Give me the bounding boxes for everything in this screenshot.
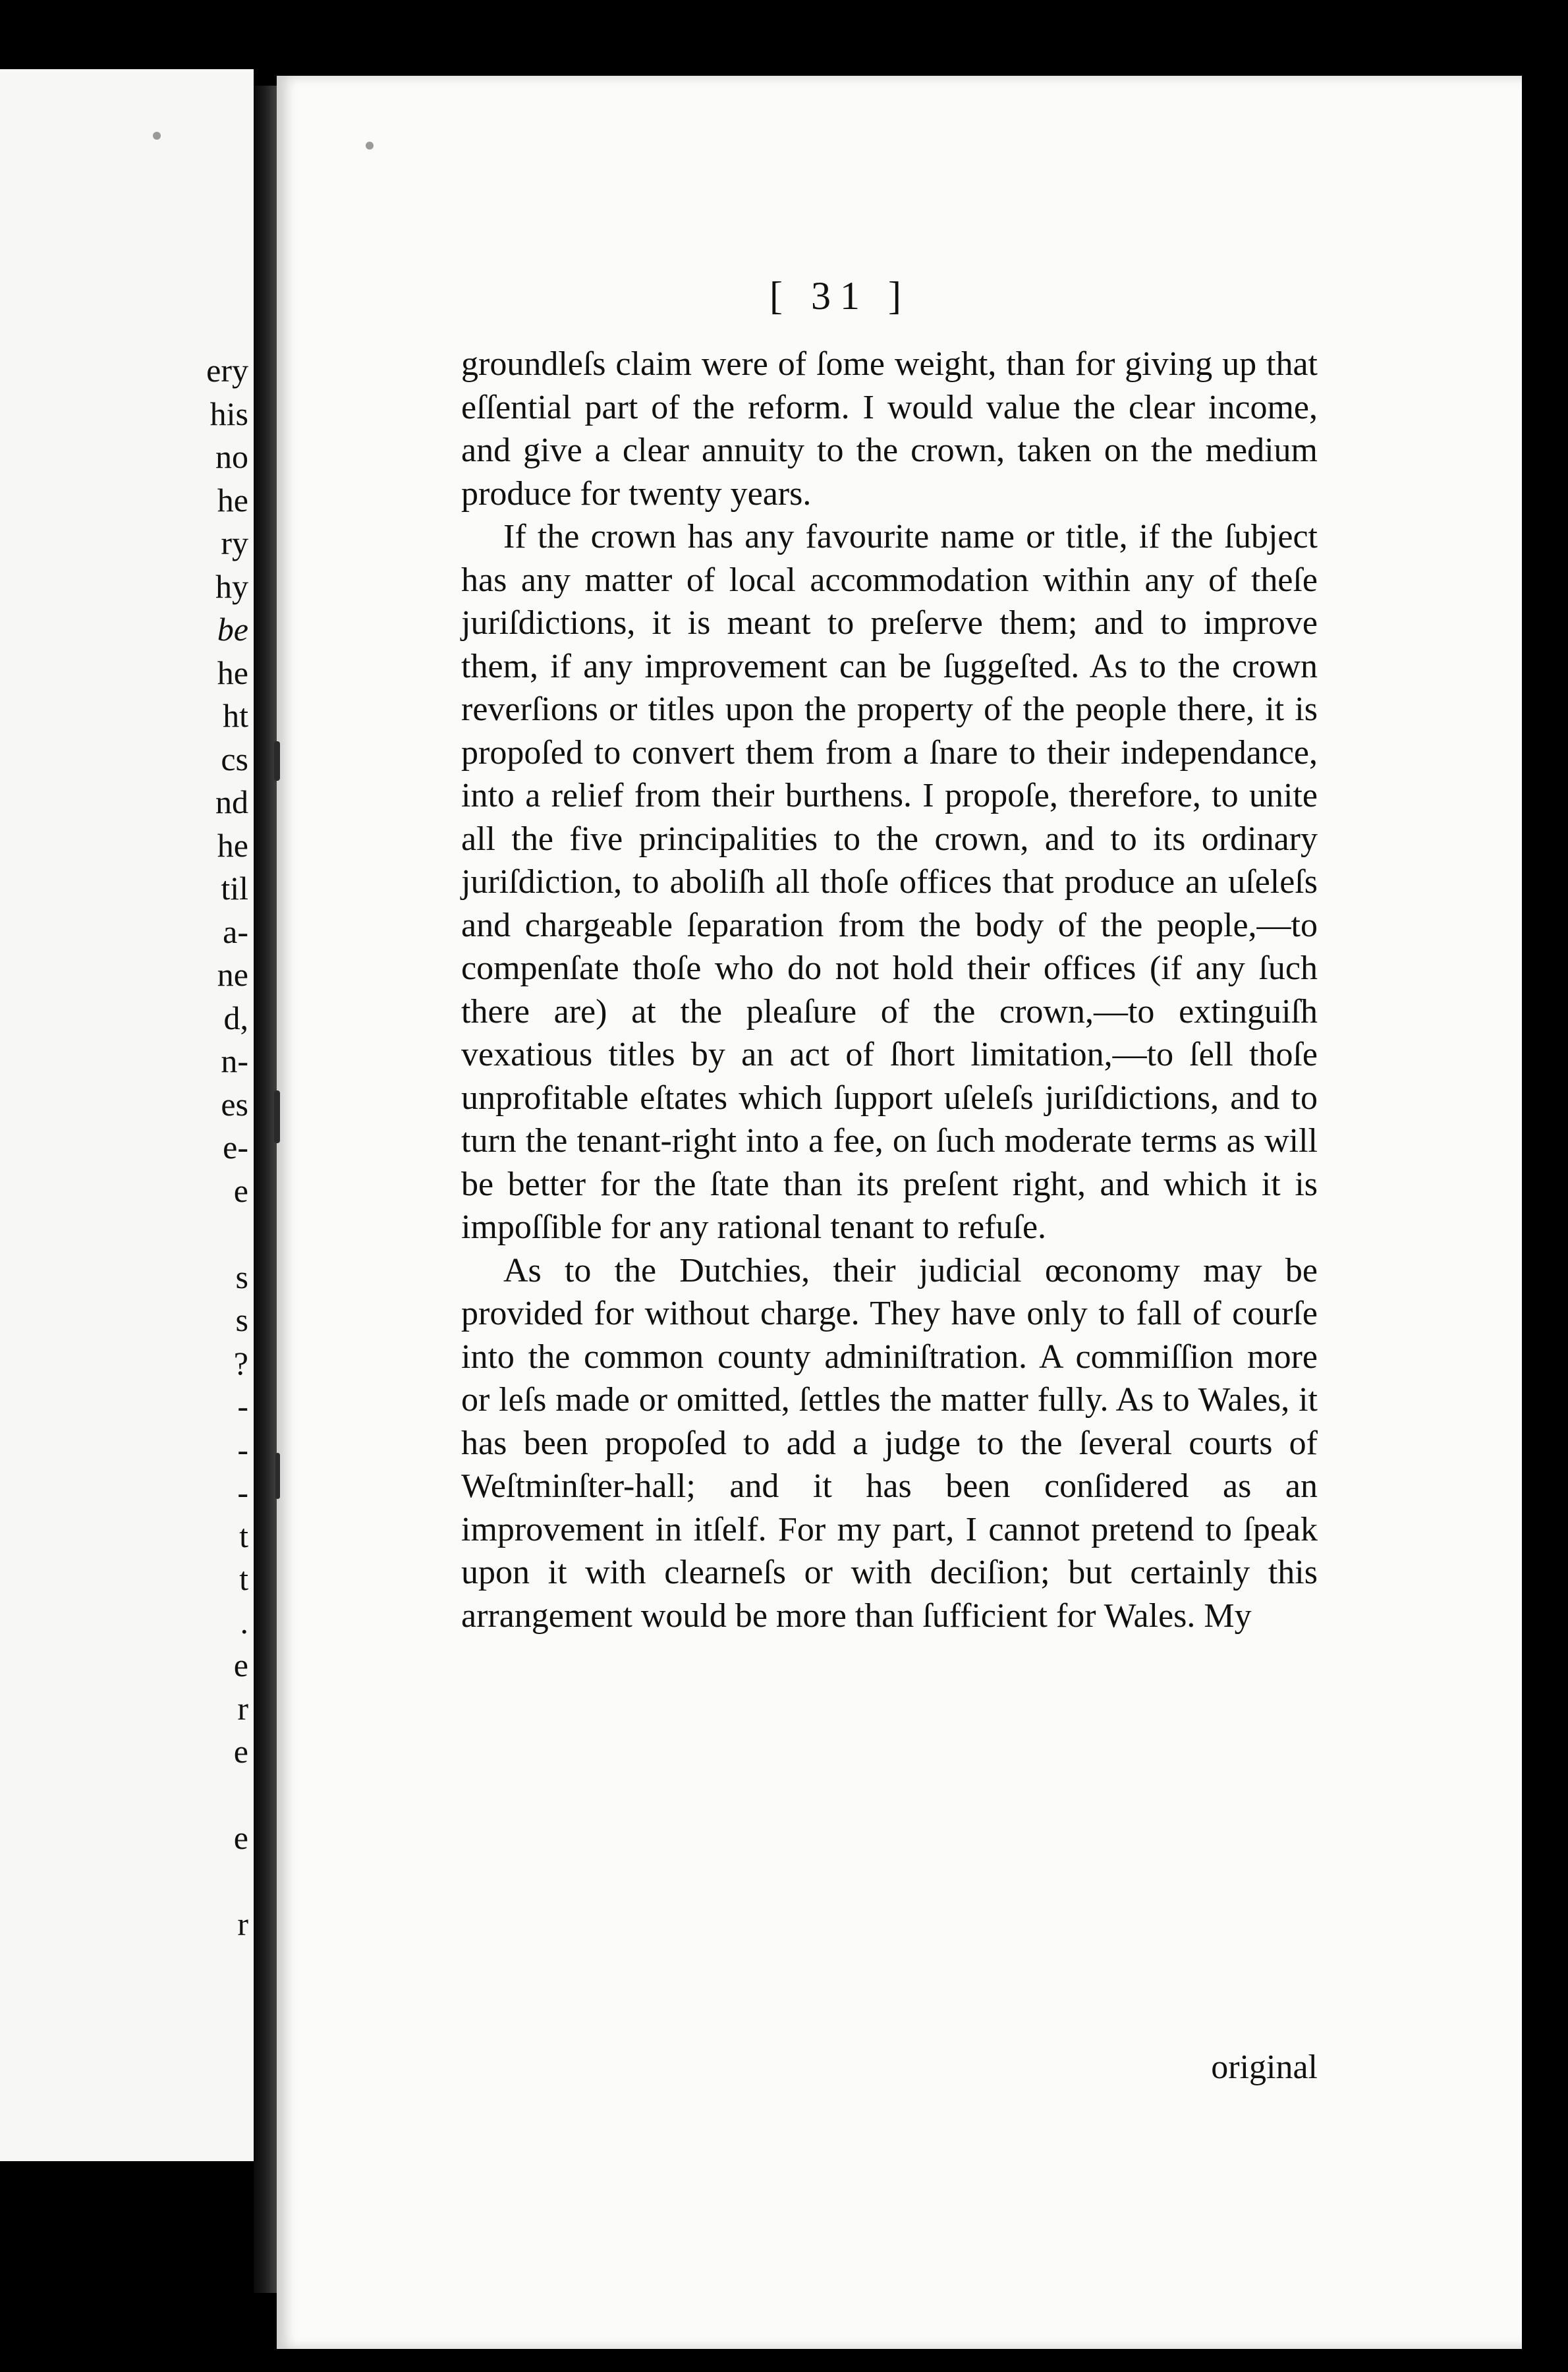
left-page-line-ending: e <box>233 1819 248 1856</box>
left-page-line-ending <box>206 1860 248 1904</box>
catchword: original <box>1211 2048 1318 2086</box>
left-page-line-ending <box>206 1212 248 1256</box>
left-page-line-ending: es <box>221 1085 248 1123</box>
paragraph: groundleſs claim were of ſome weight, than for giving up that eſſential part of the reform. I would value the clear income, and give a clear annuity to the crown, taken on the medium produce for twenty years. <box>461 345 1318 513</box>
left-page-line-ending: a- <box>223 913 248 950</box>
left-page-line-ending: d, <box>223 999 248 1036</box>
left-page-line-ending: e <box>233 1733 248 1770</box>
page-number: [ 31 ] <box>770 274 910 318</box>
left-page-line-ending: ne <box>217 956 248 993</box>
left-page-line-ending: cs <box>221 740 248 777</box>
left-page-line-ending: n- <box>221 1042 248 1079</box>
left-page-line-ending: . <box>240 1603 248 1641</box>
page-edge-mark <box>274 1090 280 1143</box>
paper-speck <box>366 142 374 150</box>
left-page-line-ending: no <box>215 438 248 475</box>
left-page-fragment <box>0 69 254 2161</box>
body-text <box>461 343 1318 1637</box>
left-page-line-ending: nd <box>215 783 248 820</box>
left-page-line-ending: e <box>233 1172 248 1209</box>
page-edge-mark <box>275 1453 280 1499</box>
left-page-line-ending: he <box>217 481 248 519</box>
left-page-line-ending: t <box>239 1560 248 1597</box>
left-page-line-ending: r <box>237 1689 248 1727</box>
left-page-line-ending: ery <box>206 352 248 389</box>
left-page-line-ending: - <box>237 1474 248 1511</box>
left-page-line-ending: til <box>221 870 248 907</box>
left-page-line-ending: hy <box>215 567 248 605</box>
left-page-line-ending: - <box>237 1388 248 1425</box>
page-edge-mark <box>274 741 280 781</box>
left-page-line-ending: t <box>239 1517 248 1554</box>
left-page-line-ending: he <box>217 654 248 691</box>
left-page-line-ending: he <box>217 826 248 864</box>
left-page-line-ending: r <box>237 1906 248 1942</box>
main-page <box>277 76 1522 2349</box>
left-page-line-ending: be <box>217 611 248 648</box>
left-page-line-ending: e- <box>223 1129 248 1166</box>
left-page-line-ending: s <box>235 1258 248 1295</box>
left-page-line-ending: ? <box>233 1344 248 1382</box>
left-page-line-ending: s <box>235 1301 248 1338</box>
left-page-line-ending: - <box>237 1430 248 1468</box>
left-page-line-ending <box>206 1774 248 1817</box>
paragraph: If the crown has any favourite name or title, if the ſubject has any matter of local accommodation within any of theſe juriſdictions, it is meant to preſerve them; and to improve them, if any improvement can be ſuggeſted. As to the crown reverſions or titles upon the property of the people there, it is propoſed to convert them from a ſnare to their independance, into a relief from their burthens. I propoſe, therefore, to unite all the five principalities to the crown, and to its ordinary juriſdiction, to aboliſh all thoſe offices that produce an uſeleſs and chargeable ſeparation from the body of the people,—to compenſate thoſe who do not hold their offices (if any ſuch there are) at the pleaſure of the crown,—to extinguiſh vexatious titles by an act of ſhort limitation,—to ſell thoſe unprofitable eſtates which ſupport uſeleſs juriſdictions, and to turn the tenant-right into a fee, on ſuch moderate terms as will be better for the ſtate than its preſent right, and which it is impoſſible for any rational tenant to refuſe. <box>461 518 1318 1246</box>
left-page-line-ending: ry <box>221 524 248 561</box>
book-gutter <box>254 86 280 2293</box>
left-page-line-ending: e <box>233 1647 248 1683</box>
left-page-line-endings <box>206 349 248 1946</box>
left-page-line-ending: ht <box>223 697 248 734</box>
paper-speck <box>153 132 161 140</box>
left-page-line-ending: his <box>210 395 248 432</box>
paragraph: As to the Dutchies, their judicial œconomy may be provided for without charge. They have only to fall of courſe into the common county adminiſtration. A commiſſion more or leſs made or omitted, ſettles the matter fully. As to Wales, it has been propoſed to add a judge to the ſeveral courts of Weſtminſter-hall; and it has been conſidered as an improvement in itſelf. For my part, I cannot pretend to ſpeak upon it with clearneſs or with deciſion; but certainly this arrangement would be more than ſufficient for Wales. My <box>461 1251 1318 1635</box>
